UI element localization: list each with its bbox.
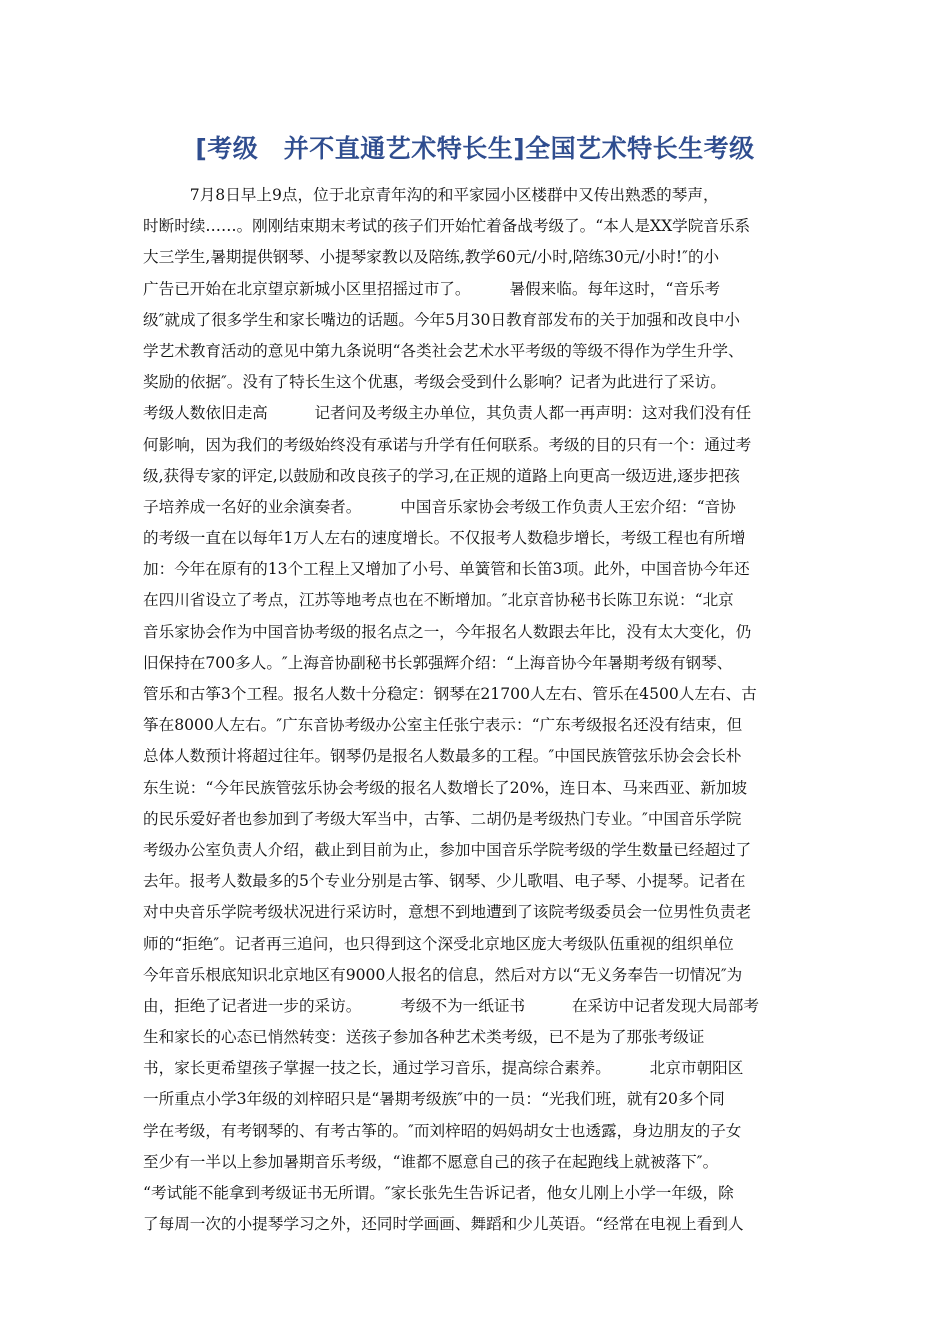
body-line: 书，家长更希望孩子掌握一技之长，通过学习音乐，提高综合素养。 北京市朝阳区 — [143, 1059, 744, 1078]
body-line: 何影响，因为我们的考级始终没有承诺与升学有任何联系。考级的目的只有一个：通过考 — [143, 435, 752, 454]
body-line: 的民乐爱好者也参加到了考级大军当中，古筝、二胡仍是考级热门专业。″中国音乐学院 — [143, 809, 742, 828]
body-line: 考级办公室负责人介绍，截止到目前为止，参加中国音乐学院考级的学生数量已经超过了 — [143, 840, 752, 859]
body-line: 筝在8000人左右。″广东音协考级办公室主任张宁表示：“广东考级报名还没有结束，但 — [143, 716, 743, 735]
body-line: 子培养成一名好的业余演奏者。 中国音乐家协会考级工作负责人王宏介绍：“音协 — [143, 497, 736, 516]
body-line: 奖励的依据″。没有了特长生这个优惠，考级会受到什么影响？记者为此进行了采访。 — [143, 373, 726, 392]
body-line: 管乐和古筝3个工程。报名人数十分稳定：钢琴在21700人左右、管乐在4500人左右、古 — [143, 685, 757, 703]
body-line: 的考级一直在以每年1万人左右的速度增长。不仅报考人数稳步增长，考级工程也有所增 — [143, 529, 746, 548]
body-line: 学艺术教育活动的意见中第九条说明“各类社会艺术水平考级的等级不得作为学生升学、 — [143, 341, 744, 360]
body-line: 级″就成了很多学生和家长嘴边的话题。今年5月30日教育部发布的关于加强和改良中小 — [143, 310, 740, 329]
body-line: 了每周一次的小提琴学习之外，还同时学画画、舞蹈和少儿英语。“经常在电视上看到人 — [143, 1215, 744, 1234]
body-line: 对中央音乐学院考级状况进行采访时，意想不到地遭到了该院考级委员会一位男性负责老 — [143, 903, 752, 922]
body-line: 生和家长的心态已悄然转变：送孩子参加各种艺术类考级，已不是为了那张考级证 — [143, 1028, 705, 1047]
body-line: 总体人数预计将超过往年。钢琴仍是报名人数最多的工程。″中国民族管弦乐协会会长朴 — [143, 747, 742, 766]
body-line: 考级人数依旧走高 记者问及考级主办单位，其负责人都一再声明：这对我们没有任 — [143, 404, 752, 423]
body-line: “考试能不能拿到考级证书无所谓。″家长张先生告诉记者，他女儿刚上小学一年级，除 — [143, 1184, 734, 1202]
body-line: 音乐家协会作为中国音协考级的报名点之一，今年报名人数跟去年比，没有太大变化，仍 — [143, 622, 752, 641]
body-line: 在四川省设立了考点，江苏等地考点也在不断增加。″北京音协秘书长陈卫东说：“北京 — [143, 591, 734, 610]
body-line: 今年音乐根底知识北京地区有9000人报名的信息，然后对方以“无义务奉告一切情况″为 — [143, 965, 743, 984]
body-line: 大三学生,暑期提供钢琴、小提琴家教以及陪练,教学60元/小时,陪练30元/小时!″的小 — [143, 248, 720, 267]
body-line: 时断时续……。刚刚结束期末考试的孩子们开始忙着备战考级了。“本人是XX学院音乐系 — [143, 217, 751, 236]
body-line: 旧保持在700多人。″上海音协副秘书长郭强辉介绍：“上海音协今年暑期考级有钢琴、 — [143, 653, 733, 672]
body-line: 级,获得专家的评定,以鼓励和改良孩子的学习,在正规的道路上向更高一级迈进,逐步把孩 — [143, 466, 740, 485]
body-line: 由，拒绝了记者进一步的采访。 考级不为一纸证书 在采访中记者发现大局部考 — [143, 996, 759, 1015]
body-line: 师的“拒绝″。记者再三追问，也只得到这个深受北京地区庞大考级队伍重视的组织单位 — [143, 934, 734, 953]
body-line: 至少有一半以上参加暑期音乐考级，“谁都不愿意自己的孩子在起跑线上就被落下″。 — [143, 1152, 719, 1171]
body-line: 学在考级，有考钢琴的、有考古筝的。″而刘梓昭的妈妈胡女士也透露，身边朋友的子女 — [143, 1121, 742, 1140]
body-line: 东生说：“今年民族管弦乐协会考级的报名人数增长了20%，连日本、马来西亚、新加坡 — [143, 778, 748, 797]
body-line: 7月8日早上9点，位于北京青年沟的和平家园小区楼群中又传出熟悉的琴声， — [143, 186, 719, 204]
body-line: 加：今年在原有的13个工程上又增加了小号、单簧管和长笛3项。此外，中国音协今年还 — [143, 560, 750, 579]
document-body — [143, 180, 808, 1240]
body-line: 一所重点小学3年级的刘梓昭只是“暑期考级族″中的一员：“光我们班，就有20多个同 — [143, 1090, 725, 1109]
body-line: 广告已开始在北京望京新城小区里招摇过市了。 暑假来临。每年这时，“音乐考 — [143, 279, 721, 298]
document-title: [考级 并不直通艺术特长生]全国艺术特长生考级 — [195, 134, 755, 163]
body-line: 去年。报考人数最多的5个专业分别是古筝、钢琴、少儿歌唱、电子琴、小提琴。记者在 — [143, 872, 746, 891]
